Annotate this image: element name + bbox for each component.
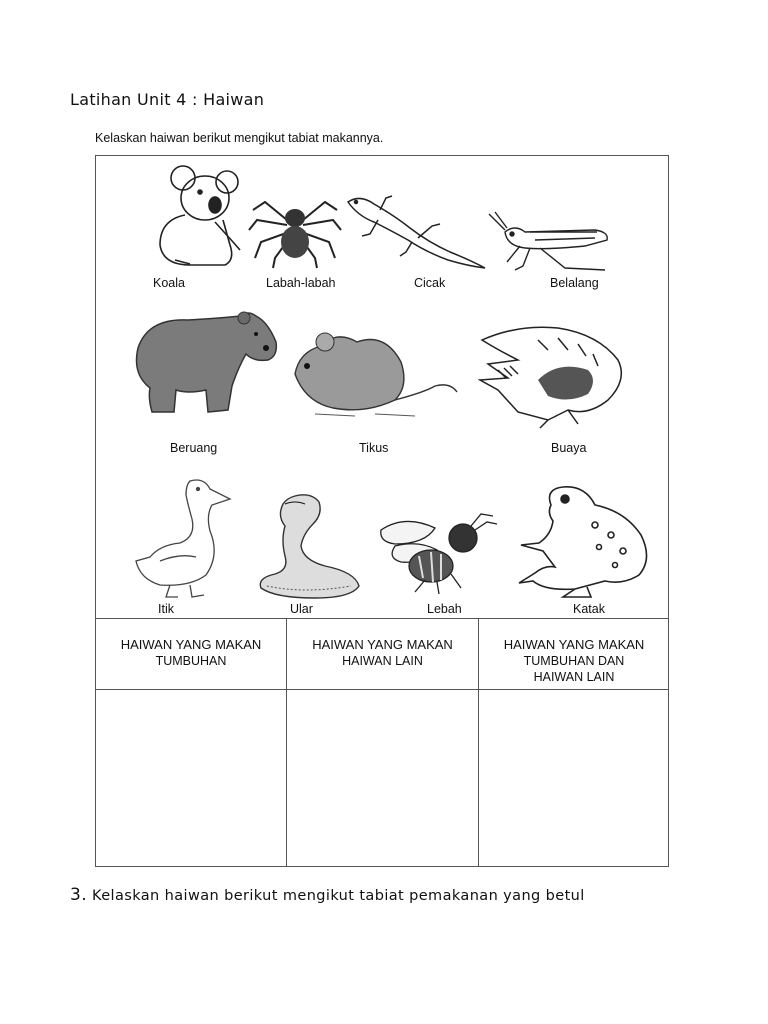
bee-icon (375, 510, 500, 595)
question-3 (70, 885, 585, 905)
animal-label-koala: Koala (153, 276, 185, 290)
animal-label-grasshopper: Belalang (550, 276, 599, 290)
koala-icon (140, 160, 250, 270)
animal-label-snake: Ular (290, 602, 313, 616)
animal-label-bee: Lebah (427, 602, 462, 616)
crocodile-icon (478, 320, 633, 430)
animal-label-spider: Labah-labah (266, 276, 336, 290)
bear-icon (128, 308, 283, 418)
animal-label-mouse: Tikus (359, 441, 389, 455)
table-header-herbivore (96, 637, 286, 669)
animal-label-crocodile: Buaya (551, 441, 587, 455)
grasshopper-icon (485, 210, 615, 275)
table-header-carnivore-line1: HAIWAN YANG MAKAN (312, 637, 453, 652)
duck-icon (130, 475, 240, 600)
table-header-omnivore-line3: HAIWAN LAIN (533, 670, 615, 684)
table-header-omnivore-line2: TUMBUHAN DAN (523, 654, 625, 668)
answer-cell-omnivore[interactable] (479, 690, 668, 866)
snake-icon (255, 490, 365, 602)
table-header-herbivore-line1: HAIWAN YANG MAKAN (120, 637, 262, 652)
table-top-border (95, 618, 669, 619)
page-title: Latihan Unit 4 : Haiwan (70, 90, 265, 109)
animal-label-frog: Katak (573, 602, 605, 616)
answer-cell-herbivore[interactable] (96, 690, 286, 866)
answer-cell-carnivore[interactable] (287, 690, 478, 866)
question-3-text: Kelaskan haiwan berikut mengikut tabiat pemakanan yang betul (92, 888, 585, 904)
animal-label-bear: Beruang (170, 441, 218, 455)
spider-icon (245, 190, 345, 270)
frog-icon (515, 485, 655, 600)
table-header-carnivore (287, 637, 478, 669)
table-header-herbivore-line2: TUMBUHAN (155, 654, 227, 668)
instruction-text: Kelaskan haiwan berikut mengikut tabiat makannya. (95, 131, 384, 145)
animal-label-duck: Itik (158, 602, 174, 616)
table-header-omnivore (479, 637, 669, 685)
table-header-omnivore-line1: HAIWAN YANG MAKAN (503, 637, 645, 652)
table-header-carnivore-line2: HAIWAN LAIN (342, 654, 423, 668)
animal-label-lizard: Cicak (414, 276, 446, 290)
mouse-icon (285, 322, 460, 422)
lizard-icon (340, 190, 490, 275)
question-3-number: 3. (70, 885, 88, 905)
